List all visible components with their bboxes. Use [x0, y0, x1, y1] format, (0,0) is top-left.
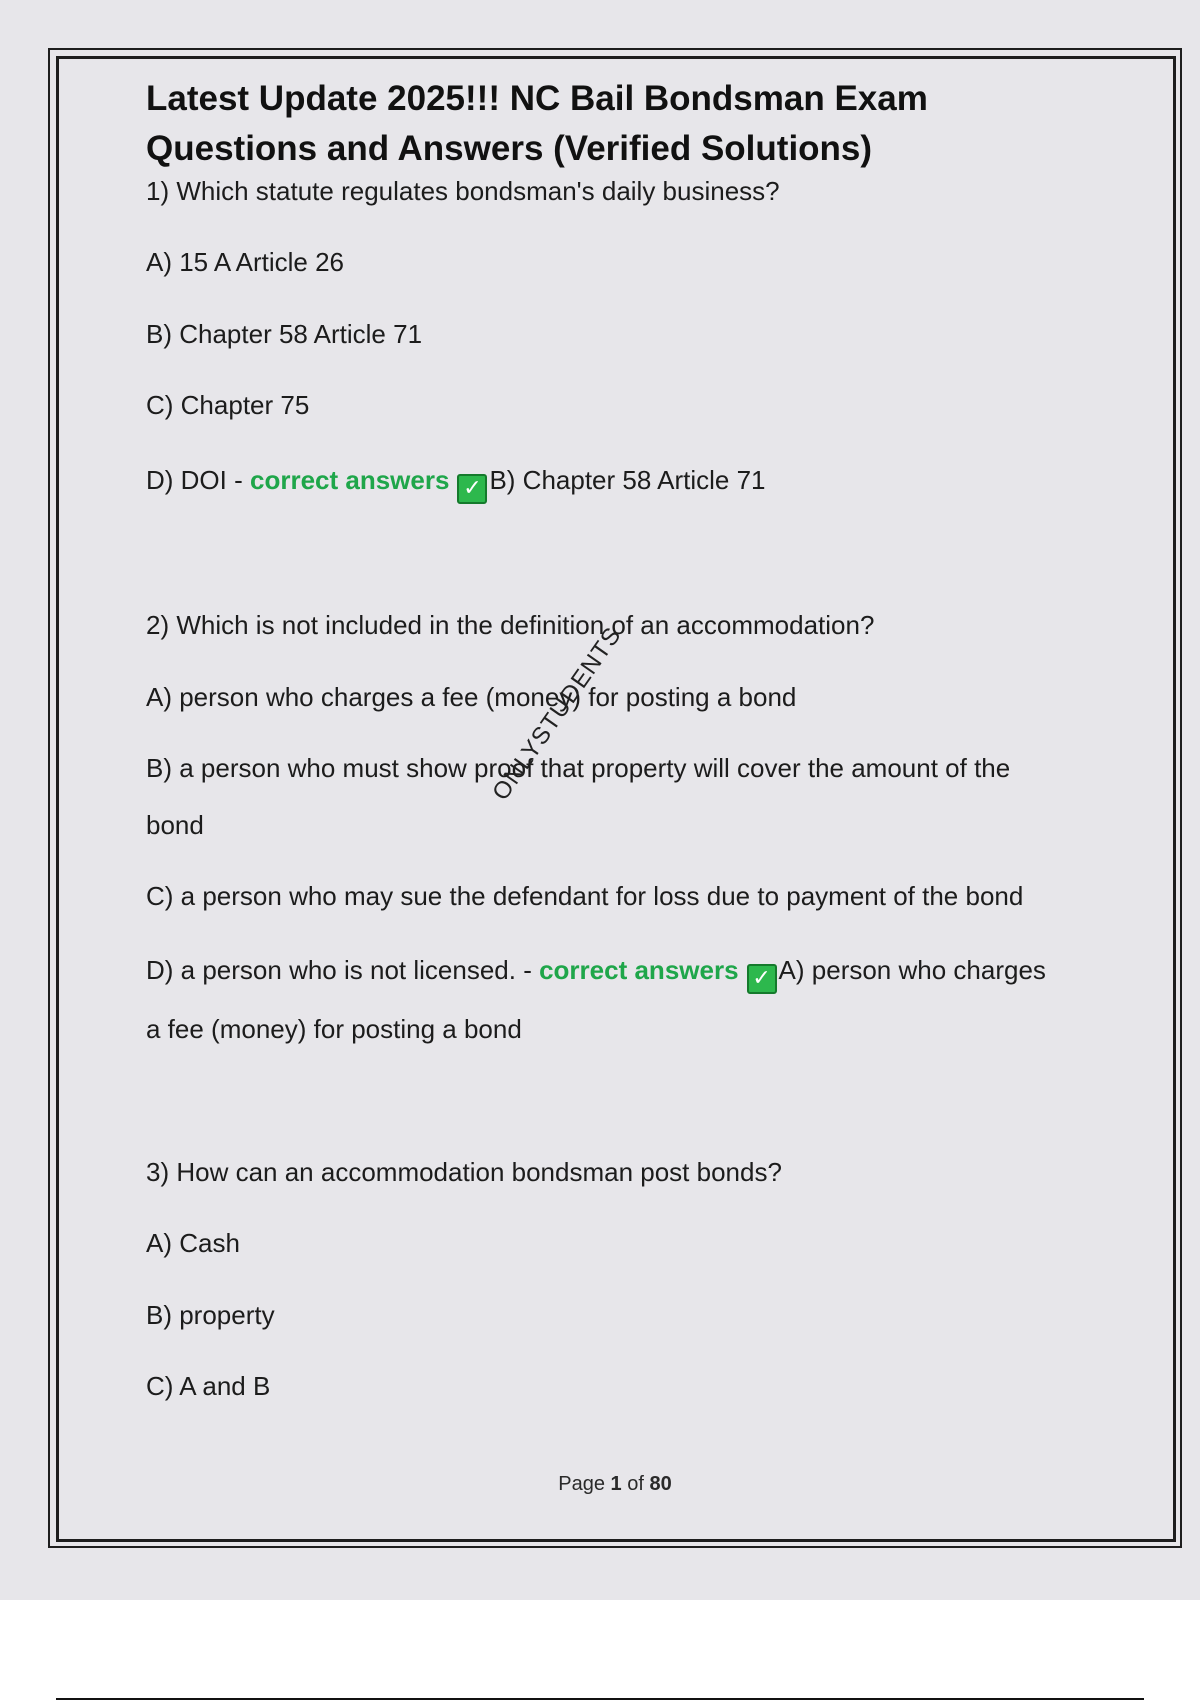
watermark: ONLYSTUDENTS: [487, 622, 627, 806]
question-1-option-c: C) Chapter 75: [146, 390, 310, 420]
question-2-option-b-line1: B) a person who must show proof that property will cover the amount of the: [146, 753, 1011, 783]
question-2-option-d-answer: [146, 955, 1046, 994]
question-1-answer: B) Chapter 58 Article 71: [489, 465, 766, 495]
question-2-option-a: A) person who charges a fee (money) for posting a bond: [146, 682, 797, 712]
question-3-option-c: C) A and B: [146, 1371, 271, 1401]
question-1-option-d: D) DOI -: [146, 465, 243, 495]
question-1-option-b: B) Chapter 58 Article 71: [146, 319, 423, 349]
document-header: [146, 74, 1096, 174]
current-page: 1: [610, 1473, 622, 1495]
page-number: [0, 1473, 1200, 1496]
question-2-answer-line1: A) person who charges: [778, 955, 1046, 985]
question-2-text: 2) Which is not included in the definition of an accommodation?: [146, 610, 875, 640]
question-1-text: 1) Which statute regulates bondsman's daily business?: [146, 176, 780, 206]
of-word: of: [627, 1473, 644, 1495]
question-3-option-b: B) property: [146, 1300, 275, 1330]
question-3-text: 3) How can an accommodation bondsman post bonds?: [146, 1157, 782, 1187]
question-2-answer-line2: a fee (money) for posting a bond: [146, 1014, 522, 1044]
document-title: Latest Update 2025!!! NC Bail Bondsman Exam Questions and Answers (Verified Solutions): [146, 79, 928, 168]
question-1-option-a: A) 15 A Article 26: [146, 247, 345, 277]
question-3-option-a: A) Cash: [146, 1228, 240, 1258]
correct-answers-label: correct answers: [539, 955, 739, 985]
total-pages: 80: [649, 1473, 672, 1495]
check-icon: ✓: [457, 474, 487, 504]
page-word: Page: [558, 1473, 605, 1495]
question-2-option-d: D) a person who is not licensed. -: [146, 955, 532, 985]
correct-answers-label: correct answers: [250, 465, 450, 495]
question-2-option-b-line2: bond: [146, 810, 204, 840]
check-icon: ✓: [747, 964, 777, 994]
question-2-option-c: C) a person who may sue the defendant for loss due to payment of the bond: [146, 881, 1024, 911]
question-1-option-d-answer: [146, 465, 766, 504]
